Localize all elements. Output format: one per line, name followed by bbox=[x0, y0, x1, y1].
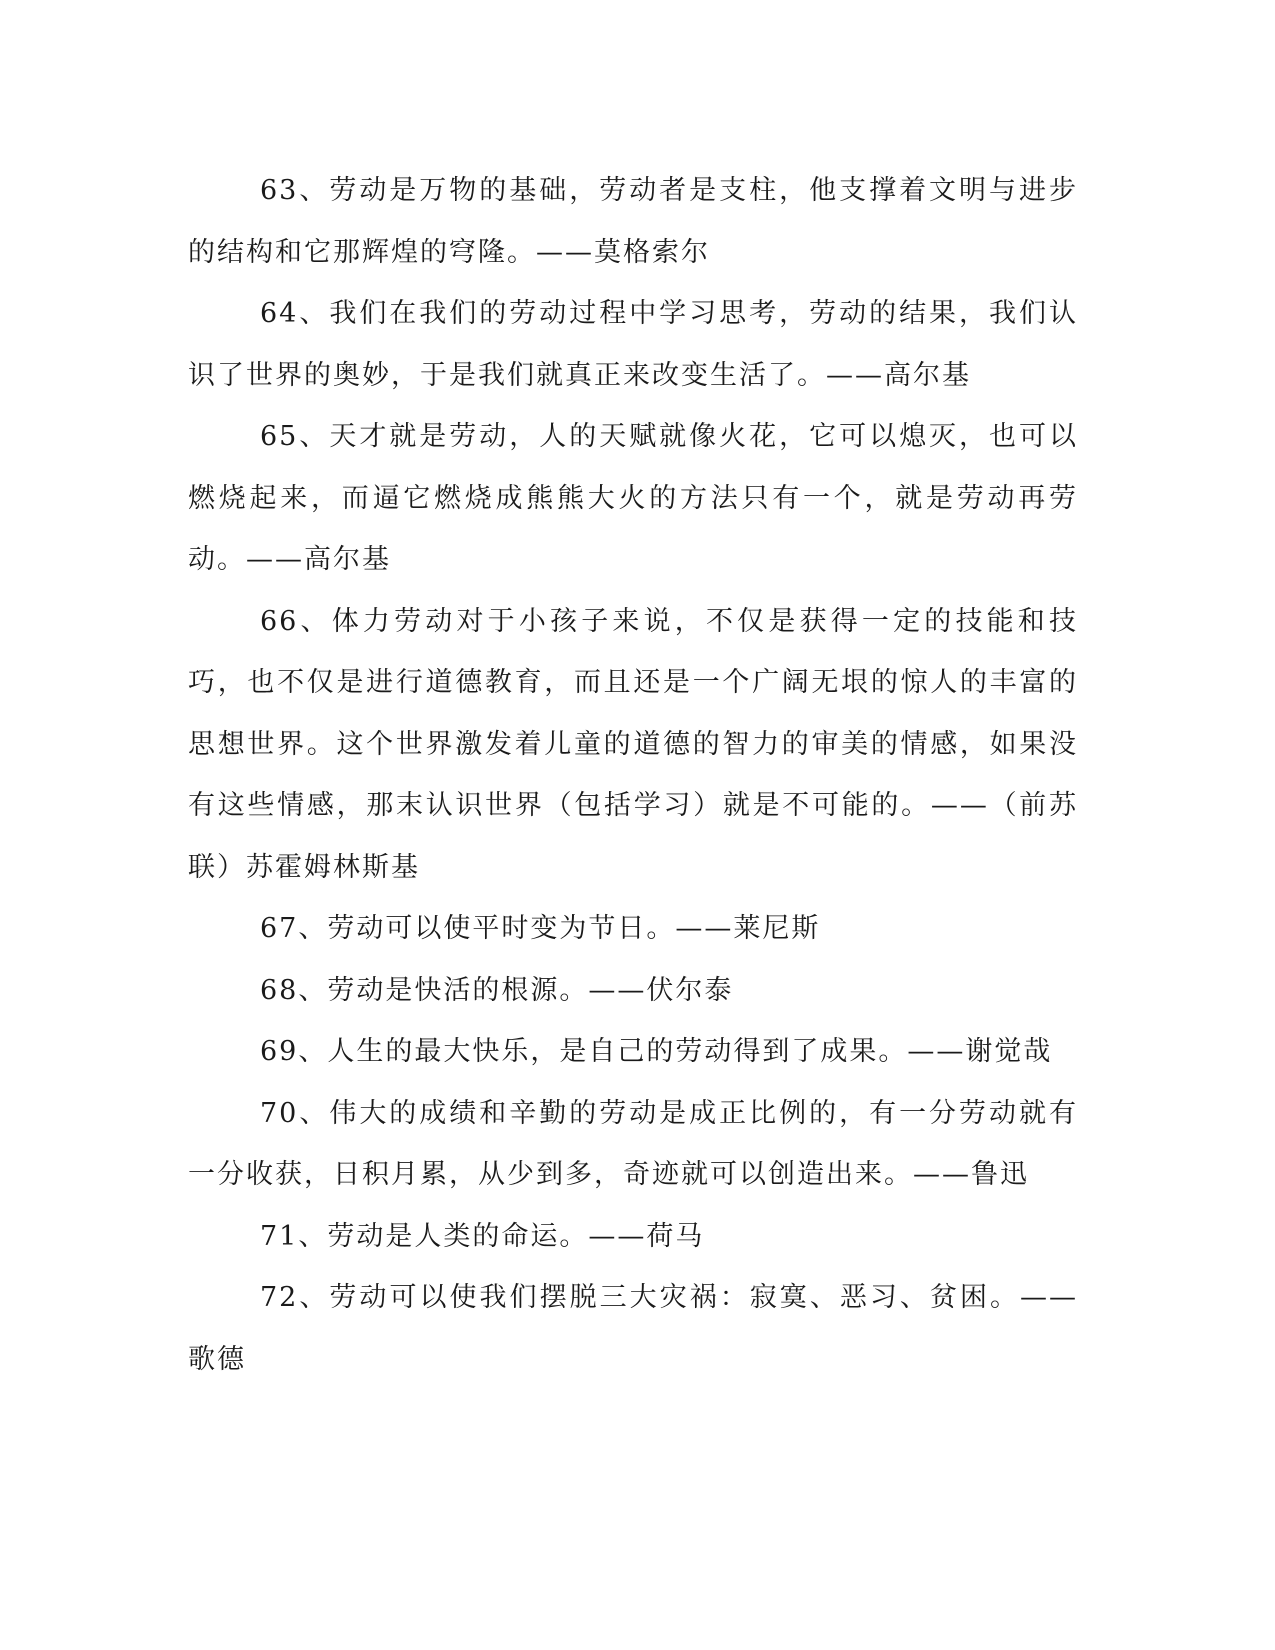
quote-paragraph-67: 67、劳动可以使平时变为节日。——莱尼斯 bbox=[260, 913, 821, 944]
quote-paragraph-64: 64、我们在我们的劳动过程中学习思考，劳动的结果，我们认识了世界的奥妙，于是我们就真正来改变生活了。——高尔基 bbox=[188, 298, 1078, 391]
document-body bbox=[188, 160, 1078, 1390]
quote-paragraph-65: 65、天才就是劳动，人的天赋就像火花，它可以熄灭，也可以燃烧起来，而逼它燃烧成熊熊大火的方法只有一个，就是劳动再劳动。——高尔基 bbox=[188, 421, 1078, 575]
quote-paragraph-69: 69、人生的最大快乐，是自己的劳动得到了成果。——谢觉哉 bbox=[260, 1036, 1053, 1067]
quote-paragraph-68: 68、劳动是快活的根源。——伏尔泰 bbox=[260, 974, 734, 1006]
quote-paragraph-63: 63、劳动是万物的基础，劳动者是支柱，他支撑着文明与进步的结构和它那辉煌的穹隆。——莫格索尔 bbox=[188, 175, 1078, 268]
quote-paragraph-66: 66、体力劳动对于小孩子来说，不仅是获得一定的技能和技巧，也不仅是进行道德教育，而且还是一个广阔无垠的惊人的丰富的思想世界。这个世界激发着儿童的道德的智力的审美的情感，如果没有这些情感，那末认识世界（包括学习）就是不可能的。——（前苏联）苏霍姆林斯基 bbox=[188, 605, 1078, 883]
quote-paragraph-70: 70、伟大的成绩和辛勤的劳动是成正比例的，有一分劳动就有一分收获，日积月累，从少到多，奇迹就可以创造出来。——鲁迅 bbox=[188, 1097, 1078, 1190]
quote-paragraph-72: 72、劳动可以使我们摆脱三大灾祸：寂寞、恶习、贫困。——歌德 bbox=[188, 1282, 1078, 1375]
quote-paragraph-71: 71、劳动是人类的命运。——荷马 bbox=[260, 1220, 705, 1252]
